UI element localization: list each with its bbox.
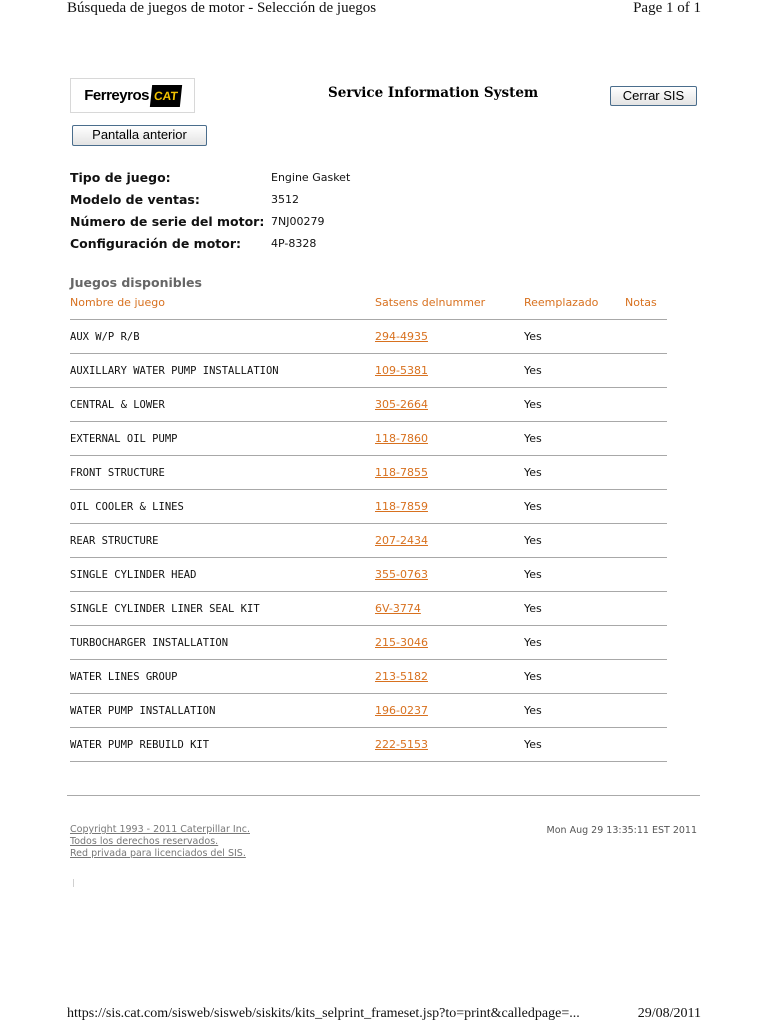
info-label: Tipo de juego:	[70, 170, 171, 185]
close-sis-button[interactable]: Cerrar SIS	[610, 86, 697, 106]
cat-logo-icon: CAT	[150, 85, 182, 107]
kit-part-number-link[interactable]: 222-5153	[375, 738, 428, 751]
kit-replaced: Yes	[524, 330, 542, 343]
table-row	[70, 660, 667, 694]
rights-link[interactable]: Todos los derechos reservados.	[70, 836, 219, 847]
kit-name: WATER PUMP INSTALLATION	[70, 705, 216, 717]
kit-replaced: Yes	[524, 670, 542, 683]
kit-name: FRONT STRUCTURE	[70, 467, 165, 479]
kit-name: REAR STRUCTURE	[70, 535, 159, 547]
info-value: 7NJ00279	[271, 215, 325, 228]
kit-part-number-link[interactable]: 118-7860	[375, 432, 428, 445]
kit-name: OIL COOLER & LINES	[70, 501, 184, 513]
kit-replaced: Yes	[524, 602, 542, 615]
footer-timestamp: Mon Aug 29 13:35:11 EST 2011	[546, 825, 697, 836]
kit-part-number-link[interactable]: 196-0237	[375, 704, 428, 717]
logo-brand-text: Ferreyros	[84, 87, 149, 104]
info-label: Número de serie del motor:	[70, 214, 265, 229]
kit-name: AUX W/P R/B	[70, 331, 140, 343]
footer-links	[70, 824, 250, 860]
kit-part-number-link[interactable]: 215-3046	[375, 636, 428, 649]
kit-name: AUXILLARY WATER PUMP INSTALLATION	[70, 365, 279, 377]
kit-replaced: Yes	[524, 636, 542, 649]
column-header-kit-name: Nombre de juego	[70, 296, 165, 309]
info-value: 4P-8328	[271, 237, 317, 250]
print-url: https://sis.cat.com/sisweb/sisweb/siskits/kits_selprint_frameset.jsp?to=print&calledpage=...	[67, 1006, 580, 1021]
kit-name: CENTRAL & LOWER	[70, 399, 165, 411]
table-row	[70, 558, 667, 592]
table-row	[70, 592, 667, 626]
kit-replaced: Yes	[524, 500, 542, 513]
kit-name: TURBOCHARGER INSTALLATION	[70, 637, 229, 649]
info-value: Engine Gasket	[271, 171, 351, 184]
copyright-link[interactable]: Copyright 1993 - 2011 Caterpillar Inc.	[70, 824, 250, 835]
kit-replaced: Yes	[524, 466, 542, 479]
kit-replaced: Yes	[524, 568, 542, 581]
kit-name: EXTERNAL OIL PUMP	[70, 433, 178, 445]
info-label: Modelo de ventas:	[70, 192, 200, 207]
column-header-replaced: Reemplazado	[524, 296, 599, 309]
column-header-part-number: Satsens delnummer	[375, 296, 486, 309]
kit-part-number-link[interactable]: 109-5381	[375, 364, 428, 377]
kit-part-number-link[interactable]: 118-7855	[375, 466, 428, 479]
table-row	[70, 524, 667, 558]
kit-name: WATER PUMP REBUILD KIT	[70, 739, 210, 751]
table-row	[70, 320, 667, 354]
info-label: Configuración de motor:	[70, 236, 242, 251]
kit-replaced: Yes	[524, 738, 542, 751]
footer-divider	[67, 795, 700, 796]
kit-part-number-link[interactable]: 6V-3774	[375, 602, 421, 615]
kit-part-number-link[interactable]: 213-5182	[375, 670, 428, 683]
print-page-title: Búsqueda de juegos de motor - Selección de juegos	[67, 0, 377, 16]
cursor-mark: |	[72, 878, 75, 887]
kit-replaced: Yes	[524, 432, 542, 445]
kit-replaced: Yes	[524, 398, 542, 411]
print-date: 29/08/2011	[637, 1006, 701, 1021]
kit-replaced: Yes	[524, 704, 542, 717]
kit-name: SINGLE CYLINDER LINER SEAL KIT	[70, 603, 260, 615]
table-row	[70, 456, 667, 490]
private-network-link[interactable]: Red privada para licenciados del SIS.	[70, 848, 246, 859]
kit-part-number-link[interactable]: 355-0763	[375, 568, 428, 581]
print-header	[67, 0, 701, 20]
table-row	[70, 626, 667, 660]
table-row	[70, 388, 667, 422]
table-row	[70, 490, 667, 524]
table-row	[70, 422, 667, 456]
table-row	[70, 728, 667, 762]
previous-screen-button[interactable]: Pantalla anterior	[72, 125, 207, 146]
column-header-notes: Notas	[625, 296, 657, 309]
kit-part-number-link[interactable]: 207-2434	[375, 534, 428, 547]
kit-part-number-link[interactable]: 118-7859	[375, 500, 428, 513]
kits-table-body	[70, 320, 667, 762]
system-title: Service Information System	[328, 85, 539, 101]
table-row	[70, 694, 667, 728]
kit-name: SINGLE CYLINDER HEAD	[70, 569, 197, 581]
kit-part-number-link[interactable]: 294-4935	[375, 330, 428, 343]
kit-name: WATER LINES GROUP	[70, 671, 178, 683]
info-value: 3512	[271, 193, 299, 206]
print-page-number: Page 1 of 1	[633, 0, 701, 16]
print-footer	[67, 1006, 701, 1026]
kit-replaced: Yes	[524, 534, 542, 547]
ferreyros-cat-logo	[70, 78, 195, 113]
available-kits-title: Juegos disponibles	[70, 275, 202, 290]
kits-table-header	[70, 295, 667, 320]
kit-replaced: Yes	[524, 364, 542, 377]
kit-part-number-link[interactable]: 305-2664	[375, 398, 428, 411]
table-row	[70, 354, 667, 388]
